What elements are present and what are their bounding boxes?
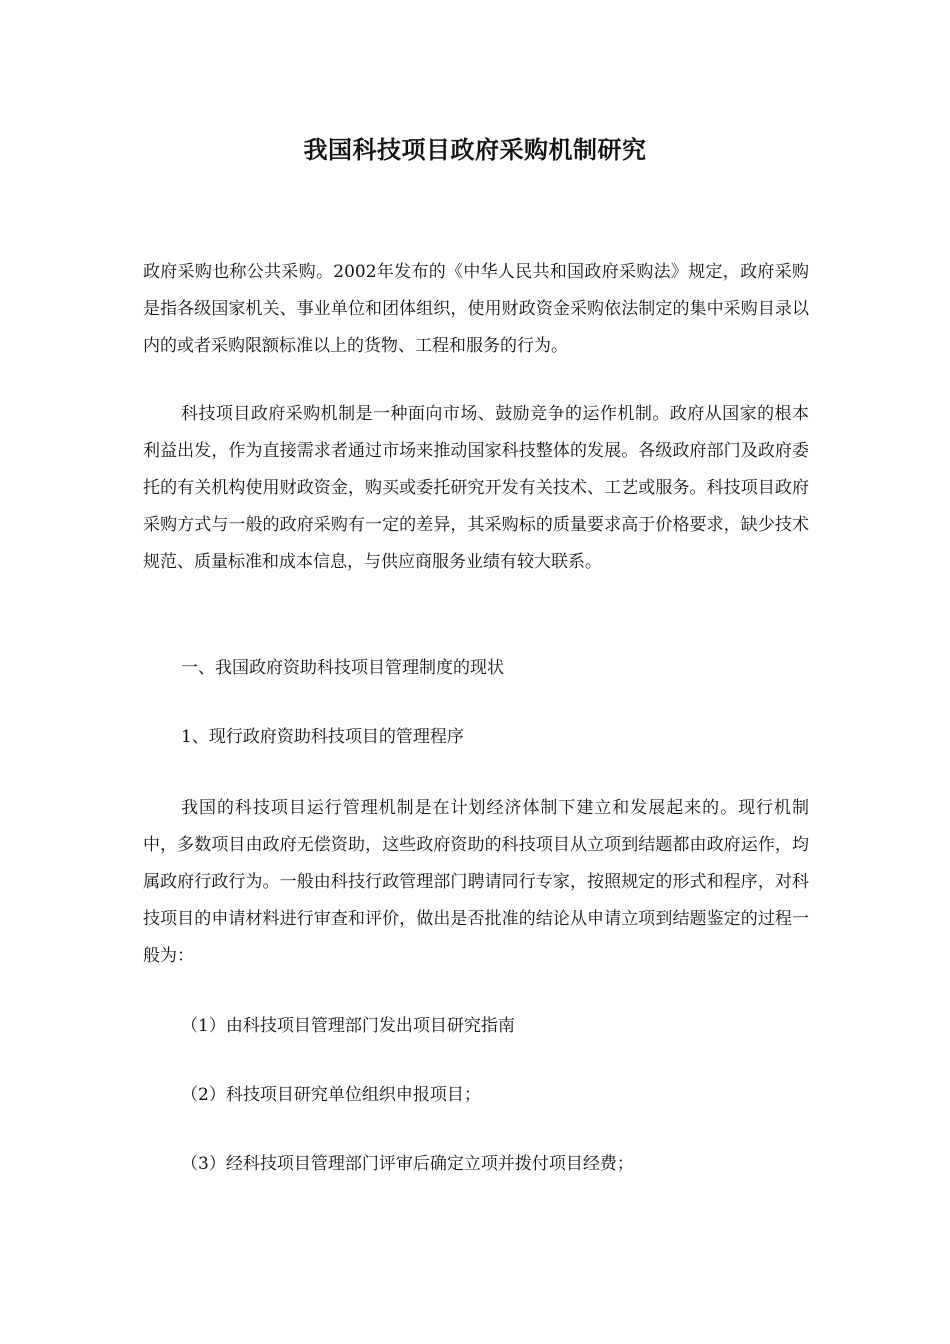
paragraph-definition: 政府采购也称公共采购。2002年发布的《中华人民共和国政府采购法》规定，政府采购是指各级国家机关、事业单位和团体组织，使用财政资金采购依法制定的集中采购目录以内的或者采购限额标准以上的货物、工程和服务的行为。	[143, 262, 809, 356]
section-heading: 一、我国政府资助科技项目管理制度的现状	[181, 658, 504, 678]
list-item: （2）科技项目研究单位组织申报项目；	[181, 1085, 481, 1105]
paragraph-management: 我国的科技项目运行管理机制是在计划经济体制下建立和发展起来的。现行机制中，多数项目由政府无偿资助，这些政府资助的科技项目从立项到结题都由政府运作，均属政府行政行为。一般由科技行政管理部门聘请同行专家，按照规定的形式和程序，对科技项目的申请材料进行审查和评价，做出是否批准的结论从申请立项到结题鉴定的过程一般为：	[143, 798, 809, 966]
document-title: 我国科技项目政府采购机制研究	[303, 135, 647, 164]
list-item: （1）由科技项目管理部门发出项目研究指南	[181, 1016, 515, 1036]
subsection-heading: 1、现行政府资助科技项目的管理程序	[181, 727, 464, 747]
list-item: （3）经科技项目管理部门评审后确定立项并拨付项目经费；	[181, 1154, 634, 1174]
paragraph-mechanism: 科技项目政府采购机制是一种面向市场、鼓励竞争的运作机制。政府从国家的根本利益出发，作为直接需求者通过市场来推动国家科技整体的发展。各级政府部门及政府委托的有关机构使用财政资金，购买或委托研究开发有关技术、工艺或服务。科技项目政府采购方式与一般的政府采购有一定的差异，其采购标的质量要求高于价格要求，缺少技术规范、质量标准和成本信息，与供应商服务业绩有较大联系。	[143, 404, 809, 572]
